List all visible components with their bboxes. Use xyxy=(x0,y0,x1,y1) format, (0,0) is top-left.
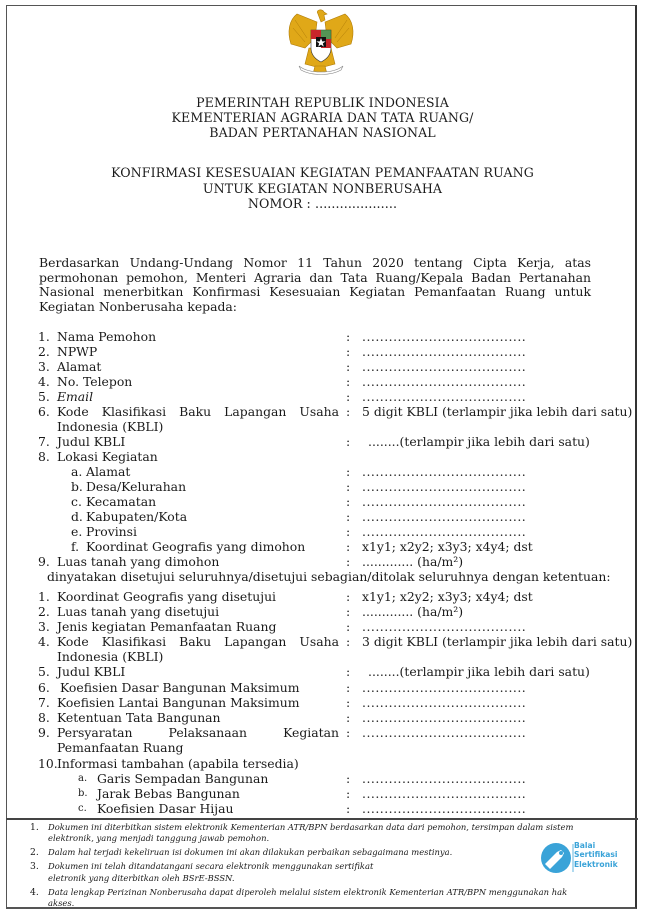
footer-note xyxy=(30,847,518,858)
location-row-address xyxy=(0,464,645,479)
row-value-blank: ..................................... xyxy=(362,389,527,404)
row-number: 1. xyxy=(38,329,50,344)
row-value-blank: ..................................... xyxy=(362,771,527,786)
row-label: Kecamatan xyxy=(86,494,157,509)
label-word: Persyaratan xyxy=(57,725,133,740)
row-label-continued: Indonesia (KBLI) xyxy=(57,649,164,664)
applicant-row-kbli-code xyxy=(0,404,645,419)
footer-notes xyxy=(30,822,590,912)
approval-row-coordinates xyxy=(0,589,645,604)
row-number: 6. xyxy=(38,680,50,695)
note-number: 4. xyxy=(30,886,39,898)
row-value-blank: ..................................... xyxy=(362,374,527,389)
bsre-line: Elektronik xyxy=(574,859,618,869)
note-number: 2. xyxy=(30,847,39,859)
applicant-row-kbli-code-cont xyxy=(0,419,645,434)
applicant-row-location xyxy=(0,449,645,464)
row-colon: : xyxy=(346,344,351,359)
row-value: ........(terlampir jika lebih dari satu) xyxy=(368,434,590,449)
bsre-line: Balai xyxy=(574,841,596,850)
row-number: 3. xyxy=(38,619,50,634)
note-text: Data lengkap Perizinan Nonberusaha dapat diperoleh melalui sistem elektronik Kementerian ATR/BPN menggunakan hak akses. xyxy=(48,886,568,909)
note-text: Dokumen ini diterbitkan sistem elektronik Kementerian ATR/BPN berdasarkan data dari pemohon, tersimpan dalam sistem elektronik, yang menjadi tanggung jawab pemohon. xyxy=(48,822,574,844)
row-value-blank: ..................................... xyxy=(362,680,527,695)
label-word: Pelaksanaan xyxy=(168,725,247,740)
row-colon: : xyxy=(346,374,351,389)
row-colon: : xyxy=(346,509,351,524)
row-value: 3 digit KBLI (terlampir jika lebih dari satu) xyxy=(362,634,633,649)
row-number: 9. xyxy=(38,725,50,740)
row-colon: : xyxy=(346,604,351,619)
label-word: Lapangan xyxy=(224,404,287,419)
row-label: Luas tanah yang disetujui xyxy=(57,604,220,619)
row-value-blank: ..................................... xyxy=(362,494,527,509)
row-label xyxy=(57,634,339,649)
row-number: 5. xyxy=(38,664,50,679)
applicant-row-email xyxy=(0,389,645,404)
row-label: Nama Pemohon xyxy=(57,329,157,344)
row-colon: : xyxy=(346,404,351,419)
row-colon: : xyxy=(346,464,351,479)
row-label: Jarak Bebas Bangunan xyxy=(97,786,240,801)
row-letter: f. xyxy=(71,539,80,554)
note-number: 3. xyxy=(30,861,39,873)
row-value-blank: ..................................... xyxy=(362,725,527,740)
label-word: Kegiatan xyxy=(283,725,339,740)
row-label: Jenis kegiatan Pemanfaatan Ruang xyxy=(57,619,277,634)
label-word: Usaha xyxy=(299,634,339,649)
row-colon: : xyxy=(346,786,351,801)
row-colon: : xyxy=(346,479,351,494)
row-colon: : xyxy=(346,619,351,634)
row-colon: : xyxy=(346,680,351,695)
footer-divider xyxy=(6,818,638,820)
location-row-district xyxy=(0,494,645,509)
row-number: 10. xyxy=(38,756,58,771)
row-letter: c. xyxy=(71,494,82,509)
row-colon: : xyxy=(346,554,351,569)
approval-row-kbli-code-cont xyxy=(0,649,645,664)
row-colon: : xyxy=(346,695,351,710)
approval-row-land-area xyxy=(0,604,645,619)
row-letter: b. xyxy=(78,788,88,799)
row-number: 4. xyxy=(38,374,50,389)
footer-note xyxy=(30,861,393,884)
row-label xyxy=(57,725,339,740)
row-number: 8. xyxy=(38,710,50,725)
row-colon: : xyxy=(346,634,351,649)
row-value: 5 digit KBLI (terlampir jika lebih dari satu) xyxy=(362,404,633,419)
row-label: Koefisien Lantai Bangunan Maksimum xyxy=(57,695,300,710)
note-text: Dalam hal terjadi kekeliruan isi dokumen ini akan dilakukan perbaikan sebagaimana mestinya. xyxy=(48,847,453,858)
row-value-blank: ..................................... xyxy=(362,344,527,359)
applicant-row-npwp xyxy=(0,344,645,359)
approval-row-requirements-cont xyxy=(0,740,645,755)
row-colon: : xyxy=(346,725,351,740)
approval-row-klb xyxy=(0,695,645,710)
row-value: ............. (ha/m²) xyxy=(362,554,464,569)
row-label: Ketentuan Tata Bangunan xyxy=(57,710,221,725)
applicant-row-name xyxy=(0,329,645,344)
applicant-row-address xyxy=(0,359,645,374)
approval-row-kbli-title xyxy=(0,664,645,679)
ministry-name: KEMENTERIAN AGRARIA DAN TATA RUANG/ xyxy=(171,110,474,125)
garuda-emblem-icon xyxy=(275,8,365,76)
applicant-row-kbli-title xyxy=(0,434,645,449)
row-number: 2. xyxy=(38,604,50,619)
row-colon: : xyxy=(346,434,351,449)
row-value: x1y1; x2y2; x3y3; x4y4; dst xyxy=(362,589,533,604)
row-value-blank: ..................................... xyxy=(362,524,527,539)
row-value: ........(terlampir jika lebih dari satu) xyxy=(368,664,590,679)
row-letter: e. xyxy=(71,524,83,539)
row-value-blank: ..................................... xyxy=(362,359,527,374)
approval-row-kdb xyxy=(0,680,645,695)
row-letter: a. xyxy=(78,773,88,784)
row-label-continued: Pemanfaatan Ruang xyxy=(57,740,184,755)
row-letter: d. xyxy=(71,509,83,524)
row-label: Alamat xyxy=(86,464,131,479)
row-label: Kabupaten/Kota xyxy=(86,509,188,524)
additional-row-green-coefficient xyxy=(0,801,645,816)
row-letter: c. xyxy=(78,803,87,814)
row-number: 3. xyxy=(38,359,50,374)
government-name: PEMERINTAH REPUBLIK INDONESIA xyxy=(196,95,449,110)
row-value-blank: ..................................... xyxy=(362,786,527,801)
row-label xyxy=(57,404,339,419)
row-number: 9. xyxy=(38,554,50,569)
row-value-blank: ..................................... xyxy=(362,509,527,524)
row-letter: b. xyxy=(71,479,83,494)
row-number: 2. xyxy=(38,344,50,359)
row-colon: : xyxy=(346,801,351,816)
row-colon: : xyxy=(346,539,351,554)
approval-row-kbli-code xyxy=(0,634,645,649)
row-letter: a. xyxy=(71,464,83,479)
row-number: 4. xyxy=(38,634,50,649)
label-word: Klasifikasi xyxy=(101,634,167,649)
additional-row-clearance xyxy=(0,786,645,801)
row-label: Informasi tambahan (apabila tersedia) xyxy=(57,756,299,771)
footer-note xyxy=(30,887,590,910)
approval-row-activity-type xyxy=(0,619,645,634)
location-row-regency xyxy=(0,509,645,524)
label-word: Baku xyxy=(179,634,212,649)
row-label: No. Telepon xyxy=(57,374,133,389)
row-value: x1y1; x2y2; x3y3; x4y4; dst xyxy=(362,539,533,554)
label-word: Klasifikasi xyxy=(101,404,167,419)
row-number: 7. xyxy=(38,695,50,710)
location-row-village xyxy=(0,479,645,494)
row-value-blank: ..................................... xyxy=(362,464,527,479)
row-value-blank: ..................................... xyxy=(362,695,527,710)
decision-text: dinyatakan disetujui seluruhnya/disetujui sebagian/ditolak seluruhnya dengan ketentuan: xyxy=(47,569,611,584)
approval-row-building-rules xyxy=(0,710,645,725)
approval-row-requirements xyxy=(0,725,645,740)
row-label: Koefisien Dasar Hijau xyxy=(97,801,234,816)
label-word: Baku xyxy=(179,404,212,419)
note-number: 1. xyxy=(30,822,39,833)
row-label: Garis Sempadan Bangunan xyxy=(97,771,269,786)
row-label: Lokasi Kegiatan xyxy=(57,449,158,464)
additional-row-setback xyxy=(0,771,645,786)
document-subtitle: UNTUK KEGIATAN NONBERUSAHA xyxy=(202,181,443,196)
row-colon: : xyxy=(346,329,351,344)
intro-paragraph: Berdasarkan Undang-Undang Nomor 11 Tahun 2020 tentang Cipta Kerja, atas permohonan pemohon, Menteri Agraria dan Tata Ruang/Kepala Badan Pertanahan Nasional menerbitkan Konfirmasi Kesesuaian Kegiatan Pemanfaatan Ruang untuk Kegiatan Nonberusaha kepada: xyxy=(39,255,591,314)
row-value-blank: ..................................... xyxy=(362,619,527,634)
approval-row-additional-info xyxy=(0,756,645,771)
row-value-blank: ..................................... xyxy=(362,801,527,816)
row-label: Koordinat Geografis yang dimohon xyxy=(86,539,306,554)
row-number: 5. xyxy=(38,389,50,404)
location-row-province xyxy=(0,524,645,539)
applicant-row-phone xyxy=(0,374,645,389)
row-label: Provinsi xyxy=(86,524,137,539)
row-number: 1. xyxy=(38,589,50,604)
row-colon: : xyxy=(346,524,351,539)
row-colon: : xyxy=(346,389,351,404)
row-label: Koefisien Dasar Bangunan Maksimum xyxy=(60,680,300,695)
row-colon: : xyxy=(346,589,351,604)
row-colon: : xyxy=(346,494,351,509)
row-label: Koordinat Geografis yang disetujui xyxy=(57,589,277,604)
row-value-blank: ..................................... xyxy=(362,710,527,725)
document-title: KONFIRMASI KESESUAIAN KEGIATAN PEMANFAATAN RUANG xyxy=(111,165,534,180)
row-value: ............. (ha/m²) xyxy=(362,604,464,619)
row-value-blank: ..................................... xyxy=(362,329,527,344)
bsre-logo-text xyxy=(574,841,618,869)
label-word: Lapangan xyxy=(224,634,287,649)
row-value-blank: ..................................... xyxy=(362,479,527,494)
row-label: Judul KBLI xyxy=(57,664,126,679)
row-label: Judul KBLI xyxy=(57,434,126,449)
decision-line xyxy=(0,569,645,584)
agency-name: BADAN PERTANAHAN NASIONAL xyxy=(209,125,436,140)
row-label: Luas tanah yang dimohon xyxy=(57,554,220,569)
row-label: NPWP xyxy=(57,344,98,359)
row-colon: : xyxy=(346,664,351,679)
row-colon: : xyxy=(346,771,351,786)
document-number: NOMOR : .................... xyxy=(247,196,398,211)
row-number: 6. xyxy=(38,404,50,419)
row-number: 8. xyxy=(38,449,50,464)
location-row-coordinates xyxy=(0,539,645,554)
label-word: Kode xyxy=(57,634,89,649)
row-number: 7. xyxy=(38,434,50,449)
row-label: Email xyxy=(57,389,94,404)
footer-note xyxy=(30,822,590,845)
row-label-continued: Indonesia (KBLI) xyxy=(57,419,164,434)
bsre-line: Sertifikasi xyxy=(574,850,618,860)
row-colon: : xyxy=(346,359,351,374)
note-text: Dokumen ini telah ditandatangani secara elektronik menggunakan sertifikat eletronik yang diterbitkan oleh BSrE-BSSN. xyxy=(48,861,374,883)
label-word: Kode xyxy=(57,404,89,419)
row-colon: : xyxy=(346,710,351,725)
label-word: Usaha xyxy=(299,404,339,419)
row-label: Alamat xyxy=(57,359,102,374)
applicant-row-land-area xyxy=(0,554,645,569)
row-label: Desa/Kelurahan xyxy=(86,479,187,494)
